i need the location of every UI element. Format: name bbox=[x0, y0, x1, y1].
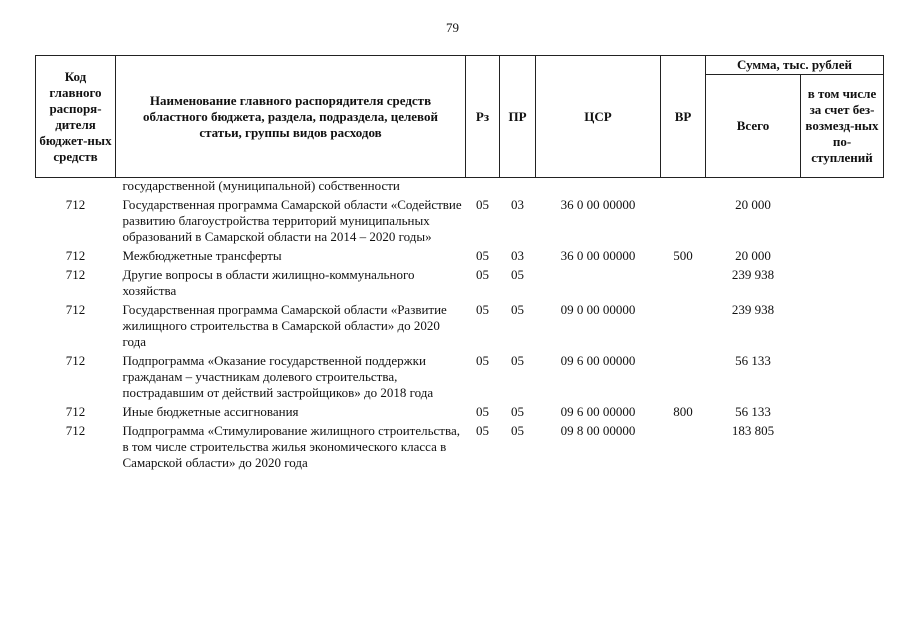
header-sum: Сумма, тыс. рублей bbox=[706, 56, 884, 75]
table-header bbox=[36, 56, 884, 178]
header-code: Код главного распоря-дителя бюджет-ных средств bbox=[36, 56, 116, 178]
row-incl bbox=[801, 267, 884, 302]
row-total: 56 133 bbox=[735, 404, 771, 419]
row-pr: 03 bbox=[511, 248, 524, 263]
row-incl bbox=[801, 404, 884, 423]
row-csr: 09 6 00 00000 bbox=[560, 353, 636, 368]
row-vr bbox=[661, 267, 706, 302]
row-csr: 09 6 00 00000 bbox=[560, 404, 636, 419]
row-incl bbox=[801, 302, 884, 353]
row-rz: 05 bbox=[476, 353, 489, 368]
row-incl bbox=[801, 197, 884, 248]
row-code: 712 bbox=[65, 302, 86, 317]
header-total: Всего bbox=[706, 75, 801, 178]
row-incl bbox=[801, 353, 884, 404]
table-row bbox=[36, 423, 884, 474]
row-code: 712 bbox=[65, 423, 86, 438]
row-name: Подпрограмма «Оказание государственной поддержки гражданам – участникам долевого строительства, пострадавшим от действий застройщиков» до 2018 года bbox=[122, 353, 434, 400]
row-name: Подпрограмма «Стимулирование жилищного строительства, в том числе строительства жилья экономического класса в Самарской области» до 2020 года bbox=[122, 423, 460, 470]
row-rz: 05 bbox=[476, 404, 489, 419]
row-name: Государственная программа Самарской области «Содействие развитию благоустройства территорий муниципальных образований в Самарской области на 2014 – 2020 годы» bbox=[122, 197, 462, 244]
continuation-text: государственной (муниципальной) собственности bbox=[122, 178, 400, 193]
row-csr: 09 8 00 00000 bbox=[560, 423, 636, 438]
row-code: 712 bbox=[65, 197, 86, 212]
row-total: 239 938 bbox=[731, 267, 775, 282]
row-total: 239 938 bbox=[731, 302, 775, 317]
row-name: Иные бюджетные ассигнования bbox=[122, 404, 299, 419]
row-pr: 05 bbox=[511, 404, 524, 419]
budget-table bbox=[35, 55, 884, 474]
page-number: 79 bbox=[446, 20, 459, 35]
table-row bbox=[36, 267, 884, 302]
header-name: Наименование главного распорядителя средств областного бюджета, раздела, подраздела, целевой статьи, группы видов расходов bbox=[116, 56, 466, 178]
row-csr: 36 0 00 00000 bbox=[560, 197, 636, 212]
row-pr: 05 bbox=[511, 353, 524, 368]
row-rz: 05 bbox=[476, 248, 489, 263]
row-total: 183 805 bbox=[731, 423, 775, 438]
row-total: 20 000 bbox=[735, 248, 771, 263]
row-rz: 05 bbox=[476, 302, 489, 317]
row-pr: 03 bbox=[511, 197, 524, 212]
row-rz: 05 bbox=[476, 197, 489, 212]
row-vr: 800 bbox=[673, 404, 693, 419]
row-vr bbox=[661, 302, 706, 353]
row-total: 20 000 bbox=[735, 197, 771, 212]
row-code: 712 bbox=[65, 248, 86, 263]
row-name: Государственная программа Самарской области «Развитие жилищного строительства в Самарской области» до 2020 года bbox=[122, 302, 447, 349]
row-code: 712 bbox=[65, 353, 86, 368]
row-name: Другие вопросы в области жилищно-коммунального хозяйства bbox=[122, 267, 415, 298]
row-csr: 36 0 00 00000 bbox=[560, 248, 636, 263]
table-row bbox=[36, 197, 884, 248]
row-vr bbox=[661, 197, 706, 248]
row-csr bbox=[536, 267, 661, 302]
row-incl bbox=[801, 248, 884, 267]
row-vr bbox=[661, 353, 706, 404]
row-name: Межбюджетные трансферты bbox=[122, 248, 282, 263]
row-rz: 05 bbox=[476, 423, 489, 438]
header-csr: ЦСР bbox=[536, 56, 661, 178]
header-pr: ПР bbox=[500, 56, 536, 178]
header-vr: ВР bbox=[661, 56, 706, 178]
row-pr: 05 bbox=[511, 267, 524, 282]
row-pr: 05 bbox=[511, 302, 524, 317]
table-row bbox=[36, 353, 884, 404]
table-row bbox=[36, 248, 884, 267]
header-incl: в том числе за счет без-возмезд-ных по-ступлений bbox=[801, 75, 884, 178]
row-code: 712 bbox=[65, 267, 86, 282]
row-rz: 05 bbox=[476, 267, 489, 282]
row-pr: 05 bbox=[511, 423, 524, 438]
table-row bbox=[36, 404, 884, 423]
table-body bbox=[36, 178, 884, 475]
header-rz: Рз bbox=[466, 56, 500, 178]
row-csr: 09 0 00 00000 bbox=[560, 302, 636, 317]
row-code: 712 bbox=[65, 404, 86, 419]
row-vr bbox=[661, 423, 706, 474]
continuation-row bbox=[36, 178, 884, 198]
row-incl bbox=[801, 423, 884, 474]
row-vr: 500 bbox=[673, 248, 693, 263]
table-row bbox=[36, 302, 884, 353]
row-total: 56 133 bbox=[735, 353, 771, 368]
